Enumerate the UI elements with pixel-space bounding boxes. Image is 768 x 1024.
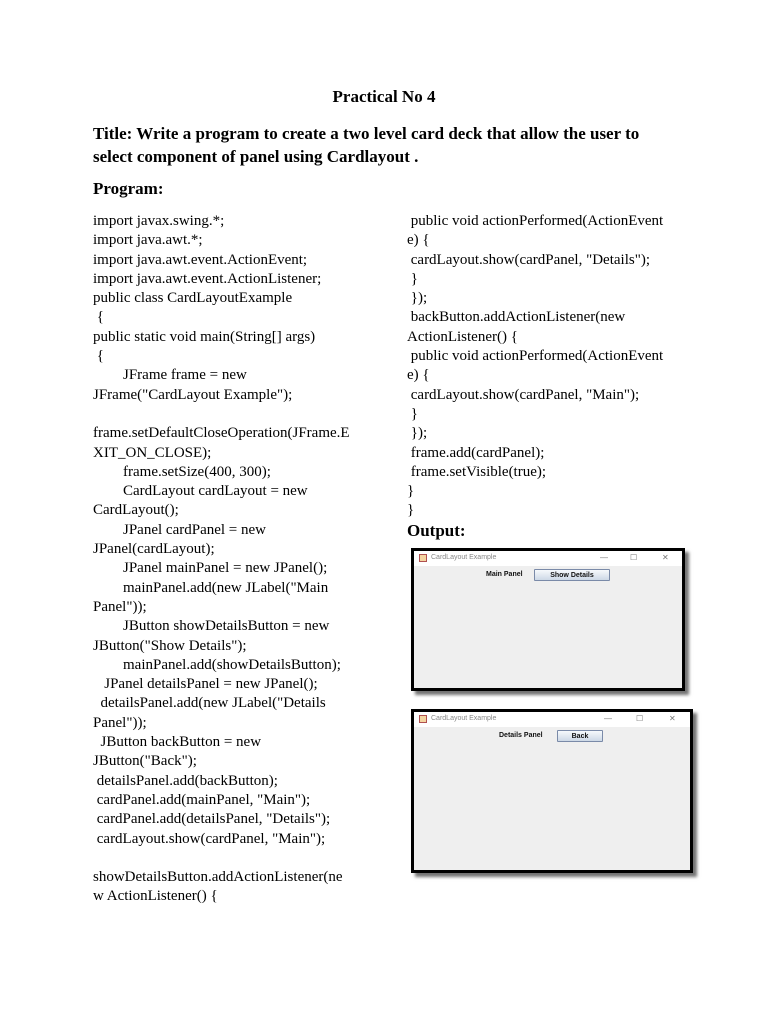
close-icon[interactable]: ✕ (669, 714, 676, 723)
window-title: CardLayout Example (431, 554, 497, 561)
back-button[interactable]: Back (557, 730, 603, 742)
code-block-left: import javax.swing.*; import java.awt.*; import java.awt.event.ActionEvent; import java.awt.event.ActionListener; public class CardLayoutExample { public static void main(String[] args) { JFrame frame = new JFrame("CardLayout Example"); frame.setDefaultCloseOperation(JFrame.E XIT_ON_CLOSE); frame.setSize(400, 300); CardLayout cardLayout = new CardLayout(); JPanel cardPanel = new JPanel(cardLayout); JPanel mainPanel = new JPanel(); mainPanel.add(new JLabel("Main Panel")); JButton showDetailsButton = new JButton("Show Details"); mainPanel.add(showDetailsButton); JPanel detailsPanel = new JPanel(); detailsPanel.add(new JLabel("Details Panel")); JButton backButton = new JButton("Back"); detailsPanel.add(backButton); cardPanel.add(mainPanel, "Main"); cardPanel.add(detailsPanel, "Details"); cardLayout.show(cardPanel, "Main"); showDetailsButton.addActionListener(ne w ActionListener() { (93, 213, 350, 905)
minimize-icon[interactable]: — (604, 714, 612, 723)
output-window-main (411, 548, 685, 691)
show-details-button[interactable]: Show Details (534, 569, 610, 581)
page-heading: Practical No 4 (332, 87, 436, 106)
minimize-icon[interactable]: — (600, 553, 608, 562)
assignment-title: Title: Write a program to create a two level card deck that allow the user to select component of panel using Cardlayout . (93, 124, 640, 166)
main-panel-label: Main Panel (486, 571, 523, 578)
java-app-icon (419, 715, 427, 723)
window-titlebar (414, 712, 690, 727)
java-app-icon (419, 554, 427, 562)
output-window-details (411, 709, 693, 873)
code-block-right: public void actionPerformed(ActionEvent e) { cardLayout.show(cardPanel, "Details"); } }); backButton.addActionListener(new ActionListener() { public void actionPerformed(ActionEvent e) { cardLayout.show(cardPanel, "Main"); } }); frame.add(cardPanel); frame.setVisible(true); } } (407, 213, 664, 519)
program-label: Program: (93, 179, 164, 198)
close-icon[interactable]: ✕ (662, 553, 669, 562)
maximize-icon[interactable]: ☐ (636, 714, 644, 723)
window-titlebar (414, 551, 682, 566)
output-label: Output: (407, 521, 466, 540)
maximize-icon[interactable]: ☐ (630, 553, 638, 562)
details-panel-label: Details Panel (499, 732, 543, 739)
window-title: CardLayout Example (431, 715, 497, 722)
